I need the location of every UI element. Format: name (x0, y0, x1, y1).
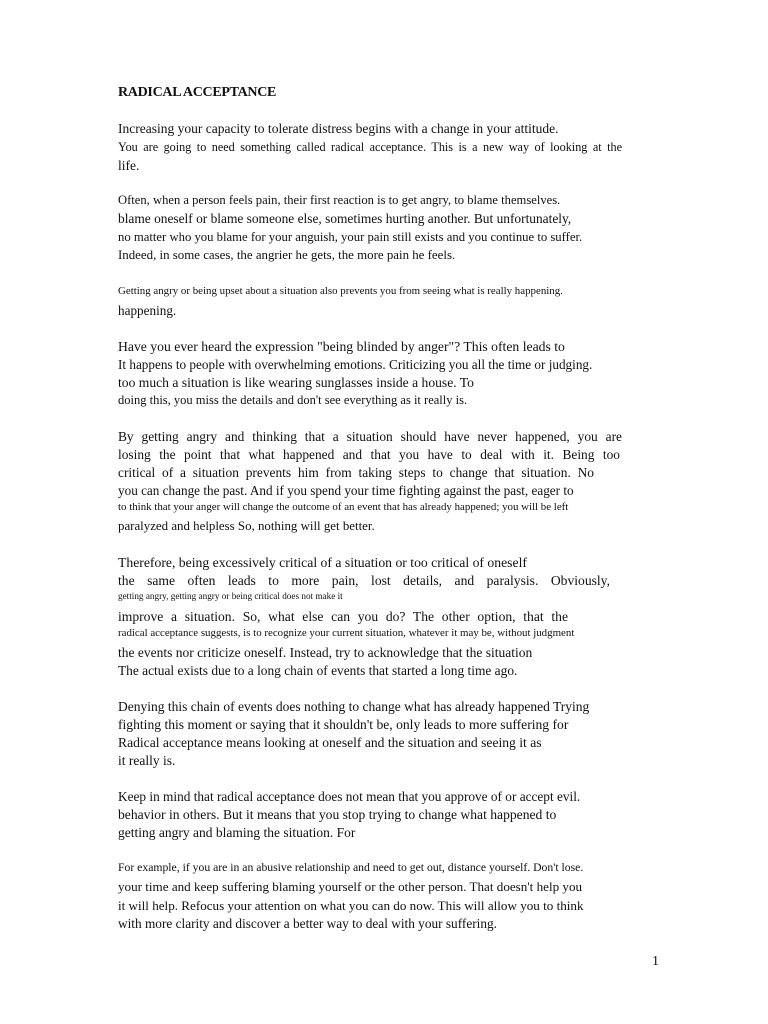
text-line: Often, when a person feels pain, their first reaction is to get angry, to blame themselves. (118, 193, 561, 207)
text-line: Indeed, in some cases, the angrier he gets, the more pain he feels. (118, 248, 456, 262)
text-line: getting angry, getting angry or being critical does not make it (118, 591, 343, 601)
text-line: For example, if you are in an abusive relationship and need to get out, distance yourself. Don't lose. (118, 861, 584, 874)
text-line: You are going to need something called radical acceptance. This is a new way of looking at the (118, 140, 622, 154)
text-line: the events nor criticize oneself. Instead, try to acknowledge that the situation (118, 645, 533, 660)
text-line: happening. (118, 303, 177, 318)
text-line: life. (118, 158, 140, 173)
text-line: doing this, you miss the details and don't see everything as it really is. (118, 393, 468, 407)
text-line: The actual exists due to a long chain of events that started a long time ago. (118, 663, 518, 678)
text-line: critical of a situation prevents him from taking steps to change that situation. No (118, 465, 594, 480)
text-line: Increasing your capacity to tolerate distress begins with a change in your attitude. (118, 121, 559, 136)
text-line: Denying this chain of events does nothing to change what has already happened Trying (118, 699, 590, 714)
text-line: It happens to people with overwhelming emotions. Criticizing you all the time or judging. (118, 357, 593, 372)
text-line: blame oneself or blame someone else, sometimes hurting another. But unfortunately, (118, 211, 572, 226)
text-line: the same often leads to more pain, lost details, and paralysis. Obviously, (118, 573, 610, 588)
text-line: By getting angry and thinking that a situation should have never happened, you are (118, 429, 622, 444)
text-line: radical acceptance suggests, is to recognize your current situation, whatever it may be, without judgment (118, 627, 575, 639)
text-line: Therefore, being excessively critical of a situation or too critical of oneself (118, 555, 527, 570)
page-number: 1 (652, 954, 659, 969)
text-line: behavior in others. But it means that you stop trying to change what happened to (118, 807, 557, 822)
text-line: no matter who you blame for your anguish, your pain still exists and you continue to suffer. (118, 230, 583, 244)
text-line: Getting angry or being upset about a situation also prevents you from seeing what is really happening. (118, 285, 563, 297)
text-line: getting angry and blaming the situation. For (118, 825, 356, 840)
text-line: it really is. (118, 753, 176, 768)
text-line: it will help. Refocus your attention on what you can do now. This will allow you to think (118, 898, 584, 913)
text-line: Keep in mind that radical acceptance does not mean that you approve of or accept evil. (118, 789, 581, 804)
text-line: to think that your anger will change the outcome of an event that has already happened; you will be left (118, 501, 569, 513)
text-line: paralyzed and helpless So, nothing will get better. (118, 519, 375, 533)
text-line: improve a situation. So, what else can you do? The other option, that the (118, 609, 568, 624)
text-line: Have you ever heard the expression "being blinded by anger"? This often leads to (118, 339, 565, 354)
text-line: you can change the past. And if you spend your time fighting against the past, eager to (118, 483, 574, 498)
text-line: your time and keep suffering blaming yourself or the other person. That doesn't help you (118, 879, 583, 894)
text-line: losing the point that what happened and that you have to deal with it. Being too (118, 447, 620, 462)
text-line: with more clarity and discover a better way to deal with your suffering. (118, 916, 497, 931)
document-title: RADICAL ACCEPTANCE (118, 85, 277, 100)
text-line: Radical acceptance means looking at oneself and the situation and seeing it as (118, 735, 542, 750)
text-line: too much a situation is like wearing sunglasses inside a house. To (118, 375, 474, 390)
text-line: fighting this moment or saying that it shouldn't be, only leads to more suffering for (118, 717, 569, 732)
